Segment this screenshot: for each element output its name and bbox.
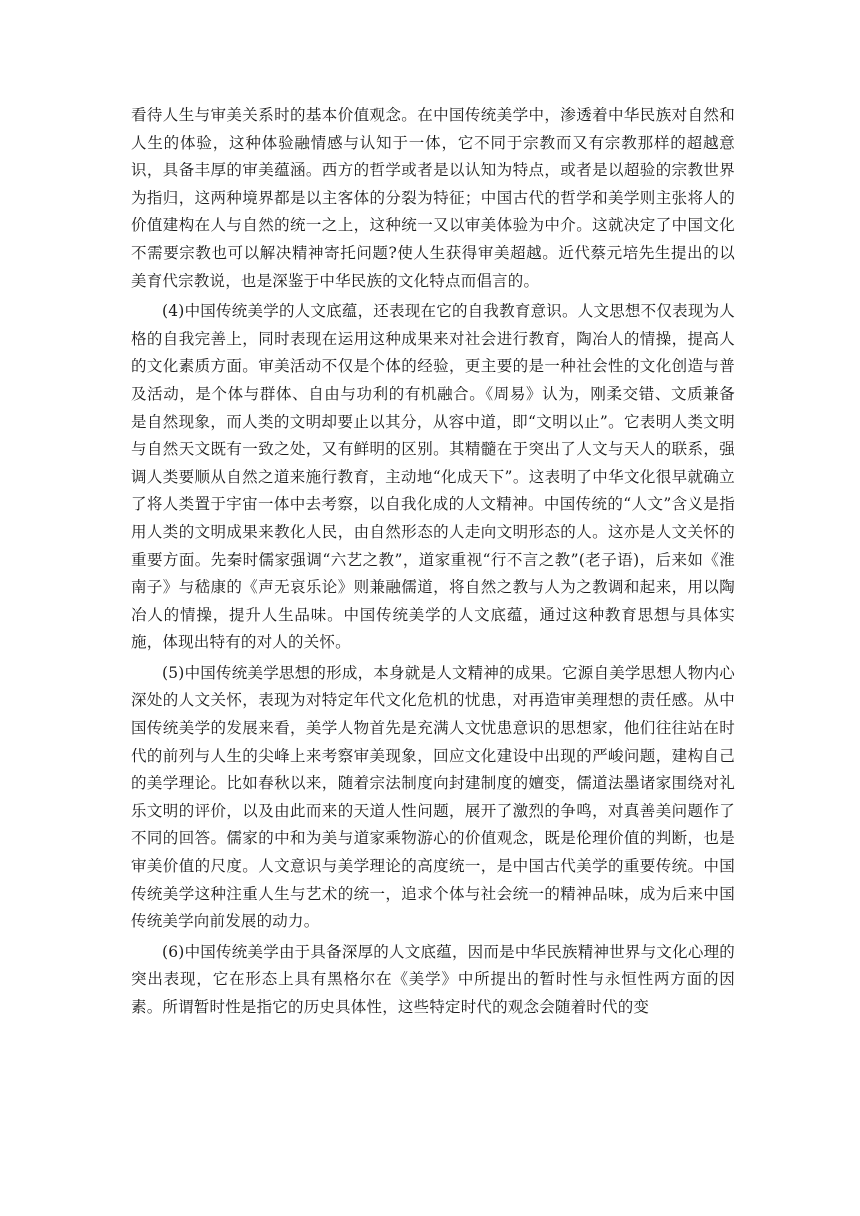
paragraph-4: (4)中国传统美学的人文底蕴，还表现在它的自我教育意识。人文思想不仅表现为人格的自我完善上，同时表现在运用这种成果来对社会进行教育，陶冶人的情操，提高人的文化素质方面。审美活动不仅是个体的经验，更主要的是一种社会性的文化创造与普及活动，是个体与群体、自由与功利的有机融合。《周易》认为，刚柔交错、文质兼备是自然现象，而人类的文明却要止以其分，从容中道，即“文明以止”。它表明人类文明与自然天文既有一致之处，又有鲜明的区别。其精髓在于突出了人文与天人的联系，强调人类要顺从自然之道来施行教育，主动地“化成天下”。这表明了中华文化很早就确立了将人类置于宇宙一体中去考察，以自我化成的人文精神。中国传统的“人文”含义是指用人类的文明成果来教化人民，由自然形态的人走向文明形态的人。这亦是人文关怀的重要方面。先秦时儒家强调“六艺之教”，道家重视“行不言之教”(老子语)，后来如《淮南子》与嵇康的《声无哀乐论》则兼融儒道，将自然之教与人为之教调和起来，用以陶冶人的情操，提升人生品味。中国传统美学的人文底蕴，通过这种教育思想与具体实施，体现出特有的对人的关怀。 — [131, 302, 735, 652]
paragraph-6: (6)中国传统美学由于具备深厚的人文底蕴，因而是中华民族精神世界与文化心理的突出表现，它在形态上具有黑格尔在《美学》中所提出的暂时性与永恒性两方面的因素。所谓暂时性是指它的历史具体性，这些特定时代的观念会随着时代的变 — [131, 942, 735, 1016]
body-text — [131, 102, 735, 1022]
paragraph-5: (5)中国传统美学思想的形成，本身就是人文精神的成果。它源自美学思想人物内心深处的人文关怀，表现为对特定年代文化危机的忧患，对再造审美理想的责任感。从中国传统美学的发展来看，美学人物首先是充满人文忧患意识的思想家，他们往往站在时代的前列与人生的尖峰上来考察审美现象，回应文化建设中出现的严峻问题，建构自己的美学理论。比如春秋以来，随着宗法制度向封建制度的嬗变，儒道法墨诸家围绕对礼乐文明的评价，以及由此而来的天道人性问题，展开了激烈的争鸣，对真善美问题作了不同的回答。儒家的中和为美与道家乘物游心的价值观念，既是伦理价值的判断，也是审美价值的尺度。人文意识与美学理论的高度统一，是中国古代美学的重要传统。中国传统美学这种注重人生与艺术的统一，追求个体与社会统一的精神品味，成为后来中国传统美学向前发展的动力。 — [131, 663, 735, 931]
paragraph-continued: 看待人生与审美关系时的基本价值观念。在中国传统美学中，渗透着中华民族对自然和人生的体验，这种体验融情感与认知于一体，它不同于宗教而又有宗教那样的超越意识，具备丰厚的审美蕴涵。西方的哲学或者是以认知为特点，或者是以超验的宗教世界为指归，这两种境界都是以主客体的分裂为特征；中国古代的哲学和美学则主张将人的价值建构在人与自然的统一之上，这种统一又以审美体验为中介。这就决定了中国文化不需要宗教也可以解决精神寄托问题?使人生获得审美超越。近代蔡元培先生提出的以美育代宗教说，也是深鉴于中华民族的文化特点而倡言的。 — [131, 106, 735, 290]
